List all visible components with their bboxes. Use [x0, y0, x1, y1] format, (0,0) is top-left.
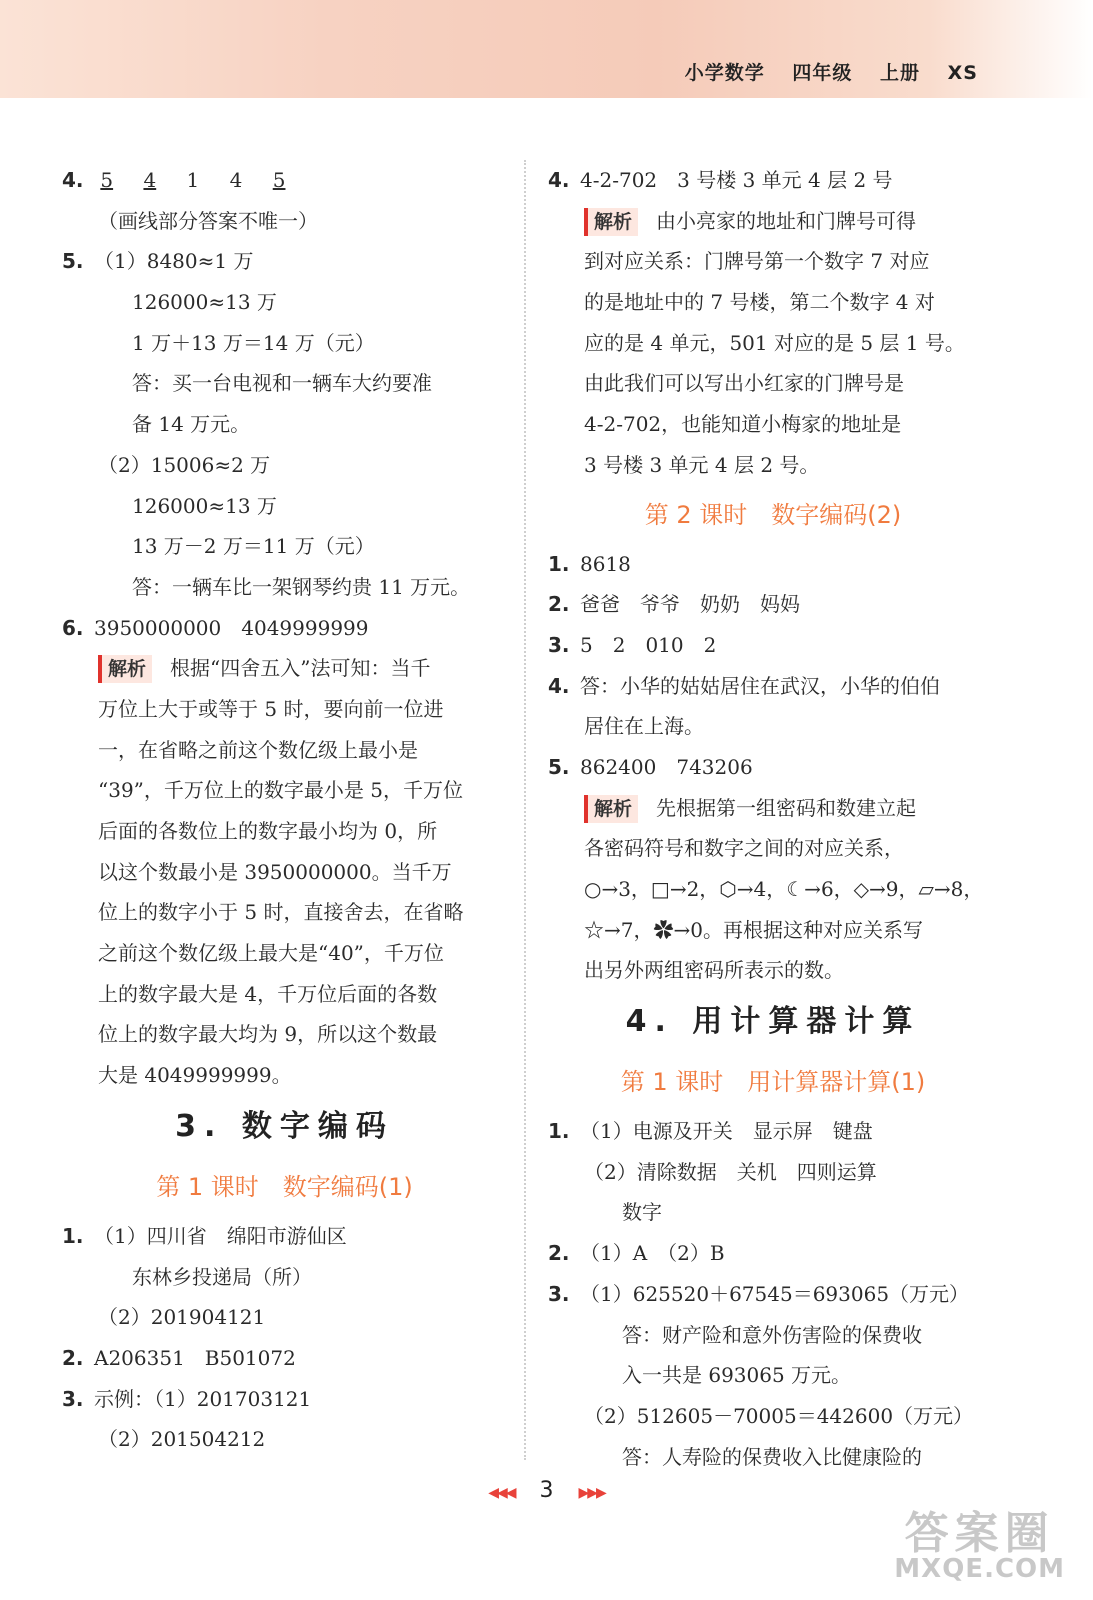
lesson-3-1-answer-3-line-2: （2）201504212 — [98, 1427, 266, 1452]
analysis-r4-line-2: 到对应关系：门牌号第一个数字 7 对应 — [584, 249, 930, 274]
analysis-6-line-11: 大是 4049999999。 — [98, 1063, 292, 1088]
section-title-4: 4. 用计算器计算 — [625, 1004, 921, 1040]
lesson-title-3-2: 第 2 课时 数字编码(2) — [644, 500, 902, 529]
lesson-3-1-answer-2: 2. A206351 B501072 — [62, 1345, 296, 1370]
analysis-r5-line-4: ☆→7，✿→0。再根据这种对应关系写 — [584, 917, 923, 942]
next-arrows-icon: ▶▶▶ — [578, 1485, 605, 1501]
analysis-r4-line-1: 解析 由小亮家的地址和门牌号可得 — [548, 201, 998, 242]
lesson-3-1-answer-3: 3. 示例：（1）201703121 — [62, 1386, 312, 1411]
lesson-3-1-answer-1-line-3: （2）201904121 — [98, 1305, 266, 1330]
analysis-r4-line-6: 4-2-702，也能知道小梅家的地址是 — [584, 412, 902, 437]
lesson-4-1-answer-3-line-4: （2）512605－70005＝442600（万元） — [584, 1403, 974, 1428]
answer-5-line-4: 答：买一台电视和一辆车大约要准 — [132, 371, 432, 396]
answer-5-line-2: 126000≈13 万 — [132, 290, 277, 315]
analysis-6-line-8: 之前这个数亿级上最大是“40”，千万位 — [98, 941, 444, 966]
analysis-tag: 解析 — [584, 795, 638, 823]
lesson-3-1-answer-1: 1. （1）四川省 绵阳市游仙区 — [62, 1223, 347, 1248]
lesson-4-1-answer-3-line-2: 答：财产险和意外伤害险的保费收 — [622, 1322, 922, 1347]
lesson-3-2-answer-5: 5. 862400 743206 — [548, 754, 753, 779]
analysis-6-line-10: 位上的数字最大均为 9，所以这个数最 — [98, 1022, 438, 1047]
analysis-r4-line-3: 的是地址中的 7 号楼，第二个数字 4 对 — [584, 290, 935, 315]
prev-arrows-icon: ◀◀◀ — [488, 1485, 515, 1501]
lesson-4-1-answer-3-line-5: 答：人寿险的保费收入比健康险的 — [622, 1444, 922, 1469]
page-number: 3 — [539, 1478, 554, 1503]
column-divider — [524, 160, 526, 1460]
answer-4-note: （画线部分答案不唯一） — [98, 208, 318, 233]
analysis-r4-line-4: 应的是 4 单元，501 对应的是 5 层 1 号。 — [584, 330, 965, 355]
watermark-logo: 答案圈 MXQE.COM — [894, 1508, 1065, 1584]
analysis-r5-line-2: 各密码符号和数字之间的对应关系， — [584, 836, 904, 861]
section-title-3: 3. 数字编码 — [175, 1108, 394, 1144]
lesson-3-2-answer-4-line-2: 居住在上海。 — [584, 714, 704, 739]
lesson-3-2-answer-1: 1. 8618 — [548, 551, 631, 576]
header-volume: 上册 — [880, 62, 921, 84]
answer-4: 4. 5 4 1 4 5 — [62, 168, 286, 192]
answer-5-line-1: 5. （1）8480≈1 万 — [62, 249, 254, 274]
lesson-4-1-answer-1: 1. （1）电源及开关 显示屏 键盘 — [548, 1119, 873, 1144]
analysis-tag: 解析 — [98, 655, 152, 683]
analysis-6-line-9: 上的数字最大是 4，千万位后面的各数 — [98, 981, 438, 1006]
analysis-6-line-2: 万位上大于或等于 5 时，要向前一位进 — [98, 696, 444, 721]
lesson-3-2-answer-3: 3. 5 2 010 2 — [548, 632, 717, 657]
lesson-4-1-answer-3-line-3: 入一共是 693065 万元。 — [622, 1363, 852, 1388]
analysis-r5-line-1: 解析 先根据第一组密码和数建立起 — [548, 788, 998, 829]
right-column — [548, 160, 998, 1477]
page-footer — [0, 1478, 1093, 1503]
lesson-4-1-answer-3: 3. （1）625520＋67545＝693065（万元） — [548, 1281, 970, 1306]
lesson-title-3-1: 第 1 课时 数字编码(1) — [156, 1172, 413, 1201]
page-header — [665, 58, 978, 85]
answer-5-line-6: （2）15006≈2 万 — [98, 452, 271, 477]
lesson-title-4-1: 第 1 课时 用计算器计算(1) — [620, 1068, 926, 1097]
header-grade: 四年级 — [792, 62, 853, 84]
analysis-6-line-3: 一，在省略之前这个数亿级上最小是 — [98, 737, 418, 762]
answer-r4: 4. 4-2-702 3 号楼 3 单元 4 层 2 号 — [548, 168, 893, 192]
analysis-tag: 解析 — [584, 208, 638, 236]
left-column — [62, 160, 507, 1460]
lesson-4-1-answer-1-line-2: （2）清除数据 关机 四则运算 — [584, 1159, 877, 1184]
analysis-6-line-5: 后面的各数位上的数字最小均为 0，所 — [98, 819, 438, 843]
answer-5-line-8: 13 万－2 万＝11 万（元） — [132, 534, 375, 559]
analysis-6-line-7: 位上的数字小于 5 时，直接舍去，在省略 — [98, 900, 464, 925]
analysis-r4-line-5: 由此我们可以写出小红家的门牌号是 — [584, 371, 904, 396]
answer-5-line-3: 1 万＋13 万＝14 万（元） — [132, 330, 375, 355]
analysis-6-line-4: “39”，千万位上的数字最小是 5，千万位 — [98, 778, 463, 803]
lesson-3-2-answer-2: 2. 爸爸 爷爷 奶奶 妈妈 — [548, 592, 800, 617]
lesson-4-1-answer-2: 2. （1）A （2）B — [548, 1241, 725, 1266]
header-edition: XS — [947, 62, 978, 84]
answer-6: 6. 3950000000 4049999999 — [62, 615, 369, 640]
lesson-3-1-answer-1-line-2: 东林乡投递局（所） — [132, 1264, 312, 1289]
answer-5-line-7: 126000≈13 万 — [132, 493, 277, 518]
analysis-r5-line-5: 出另外两组密码所表示的数。 — [584, 958, 844, 983]
lesson-4-1-answer-1-line-3: 数字 — [622, 1200, 662, 1225]
answer-5-line-9: 答：一辆车比一架钢琴约贵 11 万元。 — [132, 574, 471, 599]
answer-5-line-5: 备 14 万元。 — [132, 412, 251, 437]
analysis-r5-line-3: ○→3，□→2，⬡→4，☾→6，◇→9，▱→8， — [584, 877, 984, 901]
analysis-6-line-6: 以这个数最小是 3950000000。当千万 — [98, 859, 452, 884]
header-subject: 小学数学 — [684, 62, 765, 84]
lesson-3-2-answer-4: 4. 答：小华的姑姑居住在武汉，小华的伯伯 — [548, 673, 940, 698]
analysis-6-line-1: 解析 根据“四舍五入”法可知：当千 — [62, 648, 507, 689]
analysis-r4-line-7: 3 号楼 3 单元 4 层 2 号。 — [584, 452, 820, 477]
